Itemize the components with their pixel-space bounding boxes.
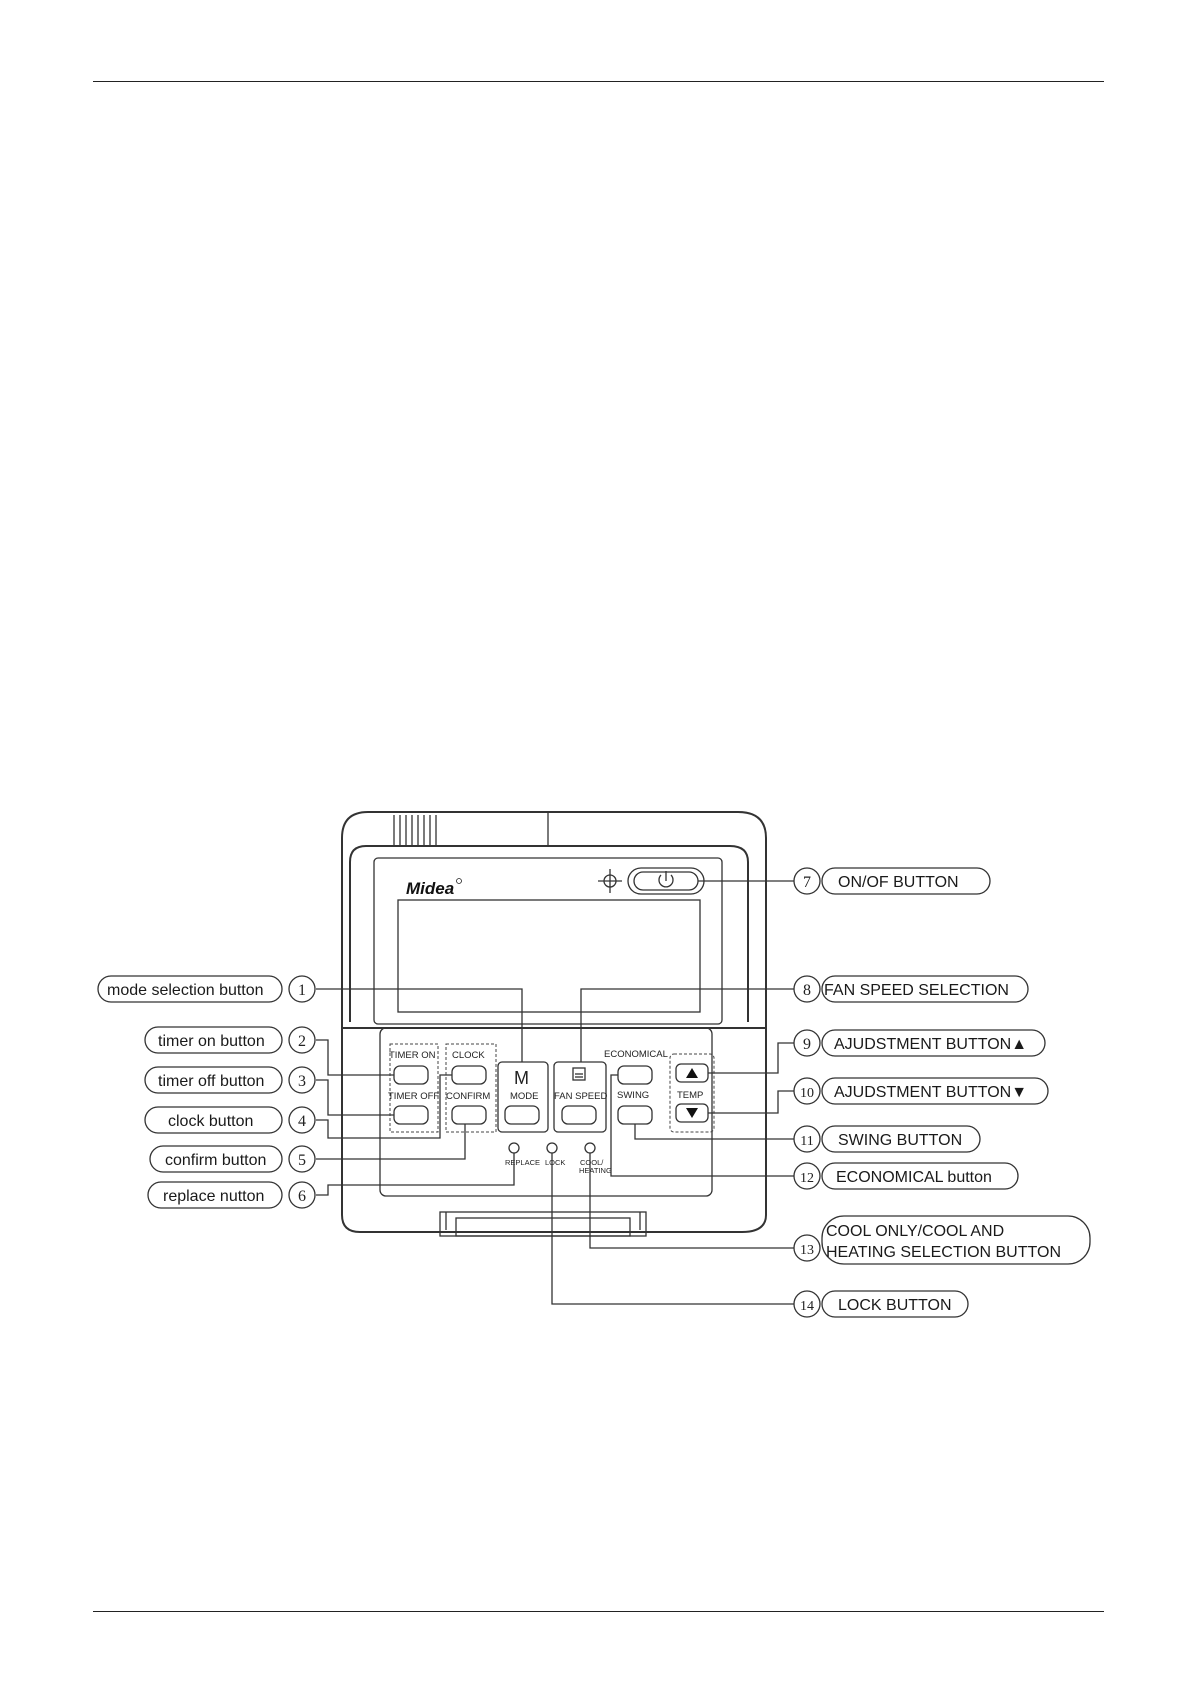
down-arrow-icon bbox=[686, 1108, 698, 1118]
mode-group bbox=[498, 1062, 548, 1132]
timer-group bbox=[388, 1044, 439, 1132]
cool-heating-label-2: HEATING bbox=[579, 1166, 612, 1175]
temp-label: TEMP bbox=[677, 1090, 704, 1101]
callout-10 bbox=[794, 1078, 1048, 1104]
callout-2-label: timer on button bbox=[158, 1033, 265, 1050]
cool-heating-label-1: COOL/ bbox=[580, 1158, 604, 1167]
callout-4-number: 4 bbox=[298, 1113, 306, 1130]
timer-on-label: TIMER ON bbox=[389, 1050, 436, 1061]
callout-9 bbox=[794, 1030, 1045, 1056]
callout-6-label: replace nutton bbox=[163, 1188, 265, 1205]
power-icon bbox=[659, 871, 673, 887]
fan-speed-label: FAN SPEED bbox=[554, 1091, 608, 1102]
callout-14 bbox=[794, 1291, 968, 1317]
callout-14-number: 14 bbox=[800, 1299, 814, 1314]
callout-6-number: 6 bbox=[298, 1188, 306, 1205]
mode-icon: M bbox=[514, 1068, 529, 1088]
lcd-screen bbox=[398, 900, 700, 1012]
callout-9-number: 9 bbox=[803, 1036, 811, 1053]
callout-12-label: ECONOMICAL button bbox=[836, 1169, 992, 1186]
fan-speed-button[interactable] bbox=[562, 1106, 596, 1124]
timer-off-button[interactable] bbox=[394, 1106, 428, 1124]
swing-label: SWING bbox=[617, 1090, 650, 1101]
callout-3-label: timer off button bbox=[158, 1073, 265, 1090]
indicator-lights bbox=[505, 1143, 612, 1175]
callout-10-number: 10 bbox=[800, 1086, 814, 1101]
callout-8-label: FAN SPEED SELECTION bbox=[824, 982, 1009, 999]
replace-label: REPLACE bbox=[505, 1158, 541, 1167]
economical-label: ECONOMICAL bbox=[604, 1049, 668, 1060]
fan-speed-group bbox=[554, 1062, 607, 1132]
swing-button[interactable] bbox=[618, 1106, 652, 1124]
economical-button[interactable] bbox=[618, 1066, 652, 1084]
callout-7 bbox=[794, 868, 990, 894]
callout-10-label: AJUDSTMENT BUTTON▼ bbox=[834, 1084, 1028, 1101]
clock-group bbox=[446, 1044, 496, 1132]
callout-13-label-line1: COOL ONLY/COOL AND bbox=[826, 1223, 1005, 1240]
callout-13-number: 13 bbox=[800, 1243, 814, 1258]
callout-3 bbox=[145, 1067, 315, 1093]
callout-6 bbox=[148, 1182, 315, 1208]
callout-13-label-line2: HEATING SELECTION BUTTON bbox=[826, 1244, 1061, 1261]
ir-receiver-icon bbox=[598, 869, 622, 893]
confirm-button[interactable] bbox=[452, 1106, 486, 1124]
controller-housing bbox=[342, 812, 766, 1236]
callout-12-number: 12 bbox=[800, 1171, 814, 1186]
brand-logo: Midea bbox=[406, 879, 455, 898]
timer-on-button[interactable] bbox=[394, 1066, 428, 1084]
callout-5 bbox=[150, 1146, 315, 1172]
callout-11-label: SWING BUTTON bbox=[838, 1132, 963, 1149]
callout-11-number: 11 bbox=[800, 1134, 814, 1149]
lock-label: LOCK bbox=[545, 1158, 566, 1167]
timer-off-label: TIMER OFF bbox=[388, 1091, 440, 1102]
cool-heating-indicator bbox=[585, 1143, 595, 1153]
callout-11 bbox=[794, 1126, 980, 1152]
confirm-label: CONFIRM bbox=[446, 1091, 491, 1102]
callout-2-number: 2 bbox=[298, 1033, 306, 1050]
callout-8-number: 8 bbox=[803, 982, 811, 999]
callout-1-number: 1 bbox=[298, 982, 306, 999]
callout-7-label: ON/OF BUTTON bbox=[838, 874, 959, 891]
clock-button[interactable] bbox=[452, 1066, 486, 1084]
economical-swing-group bbox=[604, 1049, 668, 1124]
callout-5-label: confirm button bbox=[165, 1152, 267, 1169]
callout-7-number: 7 bbox=[803, 874, 811, 891]
temp-group bbox=[670, 1054, 714, 1132]
callout-9-label: AJUDSTMENT BUTTON▲ bbox=[834, 1036, 1028, 1053]
replace-indicator bbox=[509, 1143, 519, 1153]
on-off-button[interactable] bbox=[628, 868, 704, 894]
mode-label: MODE bbox=[510, 1091, 539, 1102]
callout-1-label: mode selection button bbox=[107, 982, 264, 999]
up-arrow-icon bbox=[686, 1068, 698, 1078]
clock-label: CLOCK bbox=[452, 1050, 485, 1061]
callout-13 bbox=[794, 1216, 1090, 1264]
callout-12 bbox=[794, 1163, 1018, 1189]
callout-5-number: 5 bbox=[298, 1152, 306, 1169]
fan-speed-icon bbox=[573, 1068, 585, 1080]
callout-14-label: LOCK BUTTON bbox=[838, 1297, 952, 1314]
callout-4 bbox=[145, 1107, 315, 1133]
callout-1 bbox=[98, 976, 315, 1002]
callout-3-number: 3 bbox=[298, 1073, 306, 1090]
callout-4-label: clock button bbox=[168, 1113, 254, 1130]
callout-2 bbox=[145, 1027, 315, 1053]
callout-8 bbox=[794, 976, 1028, 1002]
lock-indicator bbox=[547, 1143, 557, 1153]
vent-slots bbox=[394, 815, 436, 845]
mode-button[interactable] bbox=[505, 1106, 539, 1124]
